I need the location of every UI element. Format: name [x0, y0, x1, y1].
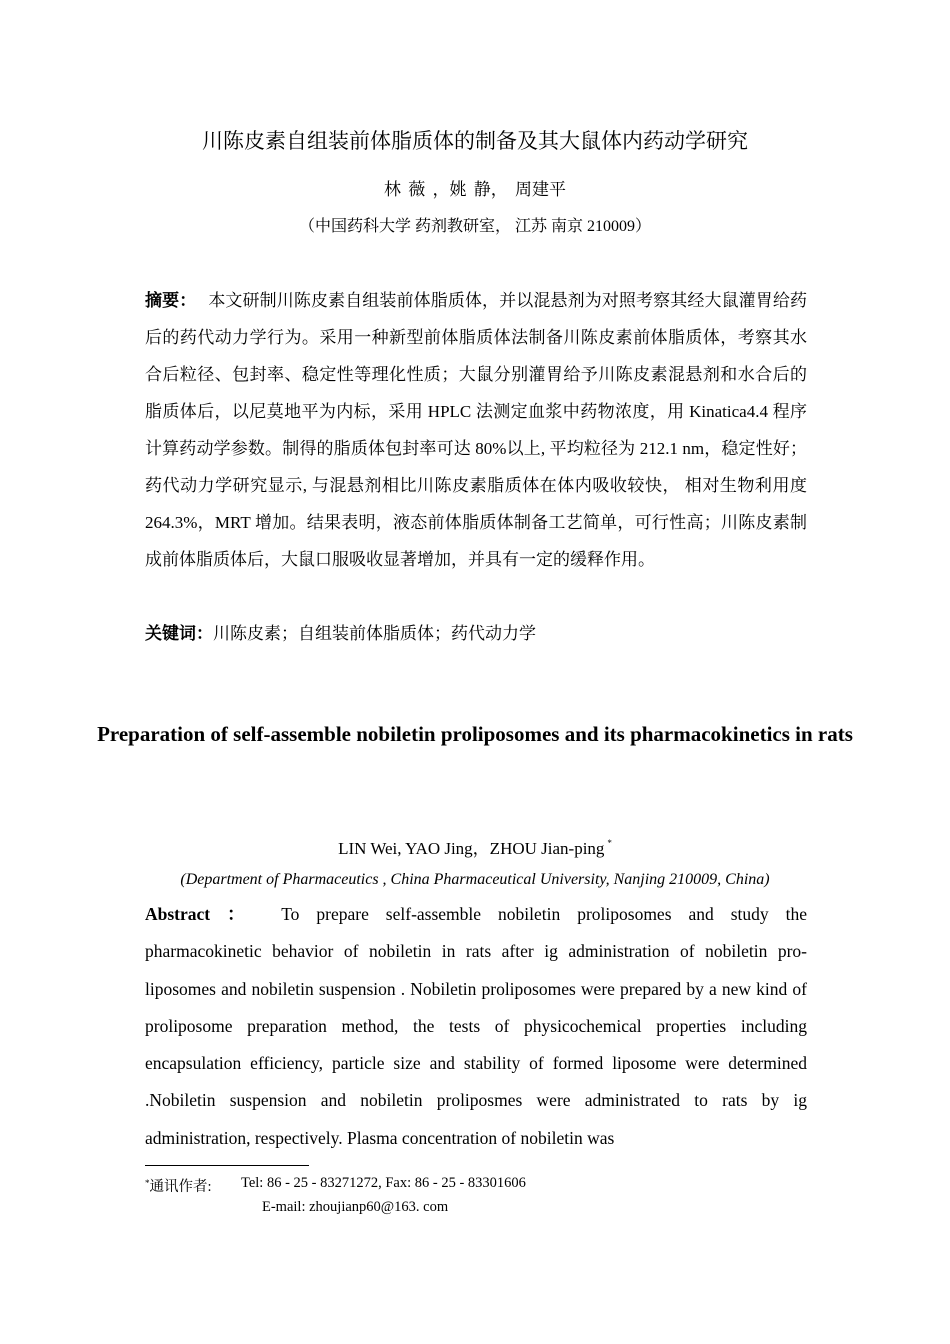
footnote	[145, 1173, 807, 1217]
footnote-email: E-mail: zhoujianp60@163. com	[262, 1199, 449, 1215]
chinese-authors: 林 薇 ，姚 静， 周建平	[384, 180, 566, 199]
chinese-keywords-text: 川陈皮素；自组装前体脂质体；药代动力学	[213, 624, 536, 643]
footnote-phone-fax: Tel: 86 - 25 - 83271272, Fax: 86 - 25 - 83301606	[241, 1175, 526, 1191]
chinese-abstract	[145, 282, 807, 578]
footnote-mark: *	[145, 1178, 150, 1188]
chinese-abstract-label: 摘要：	[145, 291, 197, 310]
chinese-affiliation: （中国药科大学 药剂教研室， 江苏 南京 210009）	[298, 218, 651, 235]
english-abstract-text: To prepare self-assemble nobiletin proliposomes and study the pharmacokinetic behavior of nobiletin in rats after ig administration of nobiletin pro-liposomes and nobiletin suspension . Nobiletin proliposomes were prepared by a new kind of proliposome preparation method, the tests of physicochemical properties including encapsulation efficiency, particle size and stability of formed liposome were determined .Nobiletin suspension and nobiletin proliposmes were administrated to rats by ig administration, respectively. Plasma concentration of nobiletin was	[145, 904, 807, 1148]
english-title: Preparation of self-assemble nobiletin proliposomes and its pharmacokinetics in rats	[97, 722, 853, 746]
footnote-label-text: 通讯作者:	[149, 1179, 212, 1195]
chinese-title: 川陈皮素自组装前体脂质体的制备及其大鼠体内药动学研究	[202, 129, 748, 153]
english-abstract-label: Abstract ：	[145, 904, 258, 924]
english-abstract	[145, 896, 807, 1157]
chinese-abstract-text: 本文研制川陈皮素自组装前体脂质体，并以混悬剂为对照考察其经大鼠灌胃给药后的药代动力学行为。采用一种新型前体脂质体法制备川陈皮素前体脂质体，考察其水合后粒径、包封率、稳定性等理化性质；大鼠分别灌胃给予川陈皮素混悬剂和水合后的脂质体后，以尼莫地平为内标，采用 HPLC 法测定血浆中药物浓度，用 Kinatica4.4 程序计算药动学参数。制得的脂质体包封率可达 80%以上, 平均粒径为 212.1 nm，稳定性好；药代动力学研究显示, 与混悬剂相比川陈皮素脂质体在体内吸收较快， 相对生物利用度 264.3%，MRT 增加。结果表明，液态前体脂质体制备工艺简单，可行性高；川陈皮素制成前体脂质体后，大鼠口服吸收显著增加，并具有一定的缓释作用。	[145, 291, 808, 569]
english-authors-text: LIN Wei, YAO Jing，ZHOU Jian-ping	[338, 839, 605, 858]
chinese-keywords-label: 关键词：	[145, 624, 213, 643]
footnote-label	[145, 1173, 241, 1197]
footnote-divider	[145, 1165, 309, 1166]
english-affiliation: (Department of Pharmaceutics , China Pharmaceutical University, Nanjing 210009, China)	[180, 871, 770, 888]
chinese-keywords	[145, 615, 807, 652]
english-authors	[0, 828, 950, 864]
corresponding-author-mark: *	[607, 838, 612, 848]
